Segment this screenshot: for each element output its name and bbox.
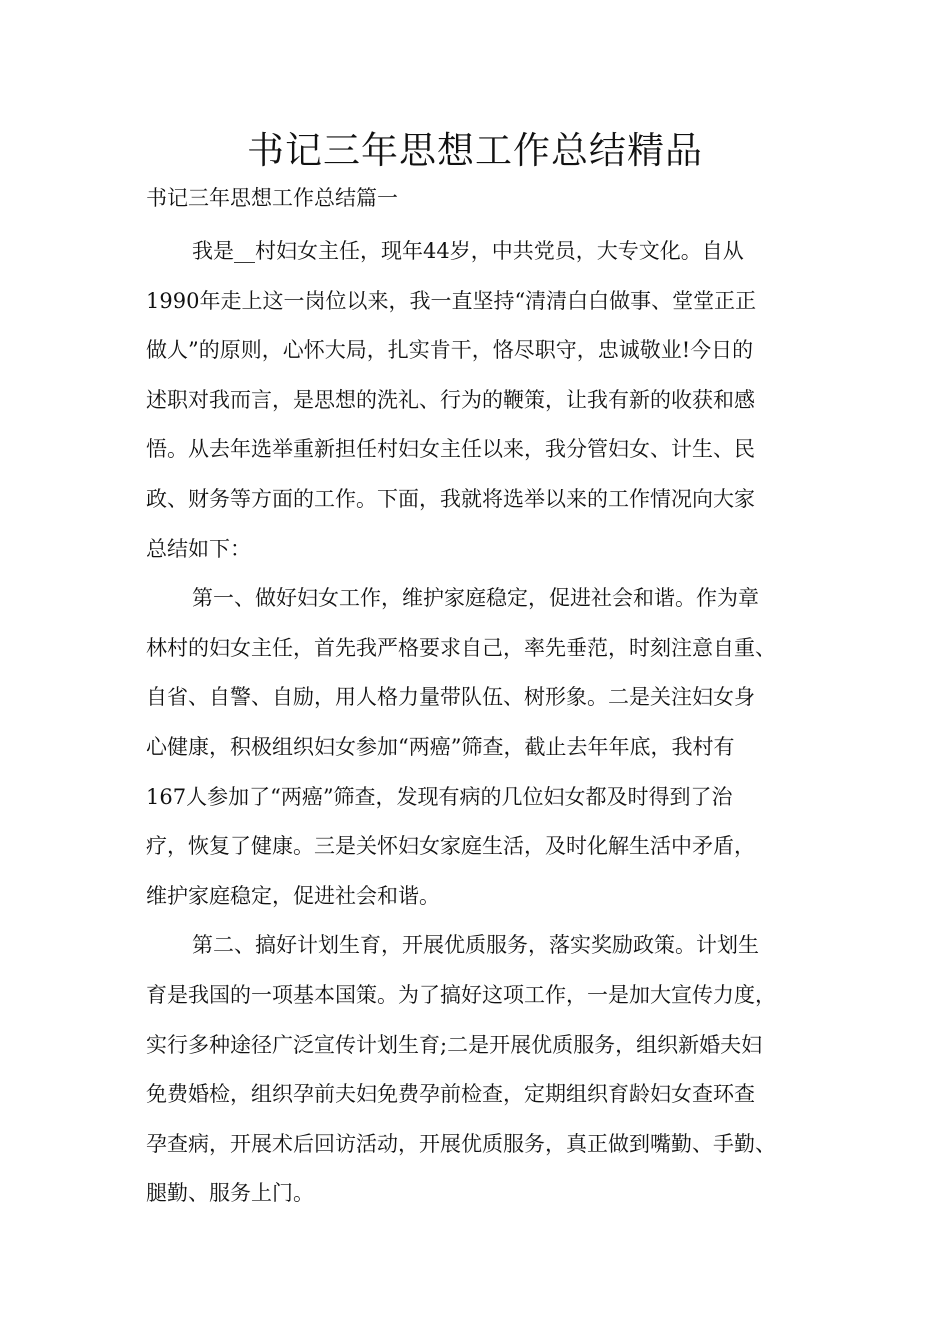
paragraph-1-line-7: 总结如下： xyxy=(146,536,251,561)
paragraph-2-line-6: 疗，恢复了健康。三是关怀妇女家庭生活，及时化解生活中矛盾， xyxy=(146,834,755,859)
paragraph-3-line-6: 腿勤、服务上门。 xyxy=(146,1181,314,1206)
paragraph-1-line-1: 我是__村妇女主任，现年44岁，中共党员，大专文化。自从 xyxy=(192,239,744,263)
paragraph-2-line-4: 心健康，积极组织妇女参加“两癌”筛查，截止去年年底，我村有 xyxy=(146,734,735,759)
paragraph-2-line-2: 林村的妇女主任，首先我严格要求自己，率先垂范，时刻注意自重、 xyxy=(146,635,776,660)
paragraph-3-line-4: 免费婚检，组织孕前夫妇免费孕前检查，定期组织育龄妇女查环查 xyxy=(146,1082,755,1107)
paragraph-2-line-1: 第一、做好妇女工作，维护家庭稳定，促进社会和谐。作为章 xyxy=(192,586,759,611)
paragraph-1-line-6: 政、财务等方面的工作。下面，我就将选举以来的工作情况向大家 xyxy=(146,486,755,511)
section-heading: 书记三年思想工作总结篇一 xyxy=(146,186,398,210)
paragraph-2-line-7: 维护家庭稳定，促进社会和谐。 xyxy=(146,883,440,908)
document-body xyxy=(146,233,826,1225)
document-title: 书记三年思想工作总结精品 xyxy=(247,129,703,172)
paragraph-3-line-1: 第二、搞好计划生育，开展优质服务，落实奖励政策。计划生 xyxy=(192,933,759,958)
paragraph-3-line-3: 实行多种途径广泛宣传计划生育;二是开展优质服务，组织新婚夫妇 xyxy=(146,1032,763,1057)
paragraph-2-line-3: 自省、自警、自励，用人格力量带队伍、树形象。二是关注妇女身 xyxy=(146,685,755,710)
paragraph-1-line-4: 述职对我而言，是思想的洗礼、行为的鞭策，让我有新的收获和感 xyxy=(146,387,755,412)
paragraph-3-line-5: 孕查病，开展术后回访活动，开展优质服务，真正做到嘴勤、手勤、 xyxy=(146,1131,776,1156)
paragraph-1-line-2: 1990年走上这一岗位以来，我一直坚持“清清白白做事、堂堂正正 xyxy=(146,288,757,313)
paragraph-3-line-2: 育是我国的一项基本国策。为了搞好这项工作，一是加大宣传力度， xyxy=(146,982,776,1007)
paragraph-1-line-5: 悟。从去年选举重新担任村妇女主任以来，我分管妇女、计生、民 xyxy=(146,437,755,462)
paragraph-2-line-5: 167人参加了“两癌”筛查，发现有病的几位妇女都及时得到了治 xyxy=(146,784,733,809)
paragraph-1-line-3: 做人”的原则，心怀大局，扎实肯干，恪尽职守，忠诚敬业!今日的 xyxy=(146,338,754,363)
